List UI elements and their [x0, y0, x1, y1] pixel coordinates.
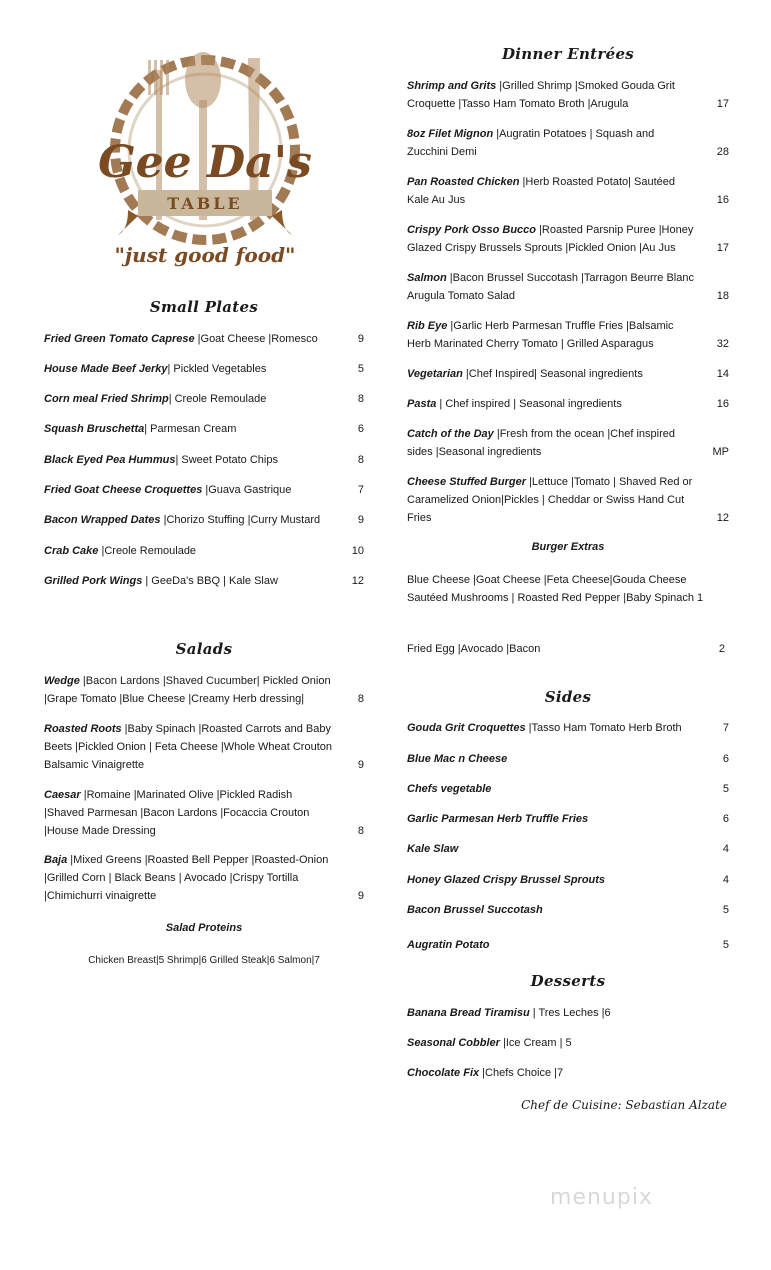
menu-item-price: 8	[357, 454, 364, 466]
menu-item	[407, 221, 729, 257]
menu-item-description: |Guava Gastrique	[202, 484, 292, 496]
menu-item-description: | Sweet Potato Chips	[175, 454, 278, 466]
menu-item-price: 5	[722, 939, 729, 951]
menu-item-price: 9	[357, 333, 364, 345]
menu-item	[407, 395, 729, 413]
menu-item	[44, 451, 364, 469]
menu-item-description: |Lettuce |Tomato | Shaved Red or Caramelized Onion|Pickles | Cheddar or Swiss Hand Cut Fries	[407, 476, 693, 524]
menu-item	[407, 77, 729, 113]
menu-item	[44, 481, 364, 499]
menu-item-price: 4	[722, 874, 729, 886]
menu-item-description: |Augratin Potatoes | Squash and Zucchini Demi	[407, 128, 655, 158]
menu-item-name: Cheese Stuffed Burger	[407, 476, 526, 488]
menu-item-description: |Ice Cream | 5	[499, 1037, 572, 1049]
menu-item-description: |Baby Spinach |Roasted Carrots and Baby Beets |Pickled Onion | Feta Cheese |Whole Wheat Crouton Balsamic Vinaigrette	[44, 723, 332, 771]
menu-item-description: | Tres Leches |6	[529, 1007, 611, 1019]
menu-item-name: Caesar	[44, 789, 81, 801]
menu-item	[407, 473, 729, 527]
menu-item-name: House Made Beef Jerky	[44, 363, 168, 375]
menu-item-description: |Mixed Greens |Roasted Bell Pepper |Roasted-Onion |Grilled Corn | Black Beans | Avocado |Crispy Tortilla |Chimichurri vinaigrette	[44, 854, 329, 902]
menu-item	[407, 269, 729, 305]
menu-item-name: Bacon Brussel Succotash	[407, 904, 543, 916]
menu-item-name: Crab Cake	[44, 545, 99, 557]
svg-text:Gee Da's: Gee Da's	[98, 137, 312, 188]
menu-item-price: 12	[351, 575, 364, 587]
menu-item-description: |Chef Inspired| Seasonal ingredients	[462, 368, 643, 380]
menu-item	[407, 1004, 729, 1022]
menu-item-price: 12	[716, 512, 729, 524]
menu-item-price: 6	[357, 423, 364, 435]
menu-item	[44, 672, 364, 708]
menu-item-name: Gouda Grit Croquettes	[407, 722, 526, 734]
menu-item-name: Augratin Potato	[407, 939, 490, 951]
menu-item-description: |Chefs Choice |7	[479, 1067, 564, 1079]
burger-extras-title: Burger Extras	[531, 541, 605, 553]
menu-item-price: 5	[357, 363, 364, 375]
menu-item	[407, 750, 729, 768]
menu-item-price: 14	[716, 368, 729, 380]
menu-item-description: |Roasted Parsnip Puree |Honey Glazed Crispy Brussels Sprouts |Pickled Onion |Au Jus	[407, 224, 694, 254]
menu-item-name: Kale Slaw	[407, 843, 459, 855]
menu-item	[44, 851, 364, 905]
menu-item-price: 16	[716, 194, 729, 206]
menu-item-description: |Herb Roasted Potato| Sautéed Kale Au Jus	[407, 176, 676, 206]
burger-extras-cheeses: Blue Cheese |Goat Cheese |Feta Cheese|Gouda Cheese Sautéed Mushrooms | Roasted Red Pepper |Baby Spinach 1	[407, 574, 704, 604]
menu-item-name: Baja	[44, 854, 68, 866]
menu-item-name: Salmon	[407, 272, 447, 284]
menu-item	[44, 330, 364, 348]
menu-item-price: 7	[722, 722, 729, 734]
section-title-small-plates: Small Plates	[149, 298, 259, 316]
menu-item	[407, 173, 729, 209]
menu-item-name: Catch of the Day	[407, 428, 494, 440]
menu-item-name: Blue Mac n Cheese	[407, 753, 508, 765]
menu-item-description: |Fresh from the ocean |Chef inspired sides |Seasonal ingredients	[407, 428, 675, 458]
menu-item-name: Corn meal Fried Shrimp	[44, 393, 169, 405]
menu-item-price: 28	[716, 146, 729, 158]
menu-item-price: 5	[722, 904, 729, 916]
burger-extras-toppings	[407, 640, 729, 658]
menu-item	[407, 936, 729, 954]
menu-item-name: 8oz Filet Mignon	[407, 128, 494, 140]
menu-item	[44, 786, 364, 840]
menu-item-price: 5	[722, 783, 729, 795]
menu-item-name: Bacon Wrapped Dates	[44, 514, 161, 526]
salad-proteins-title: Salad Proteins	[165, 922, 243, 934]
menu-item-price: 17	[716, 242, 729, 254]
menu-item-name: Grilled Pork Wings	[44, 575, 143, 587]
menu-item-name: Shrimp and Grits	[407, 80, 497, 92]
svg-text:TABLE: TABLE	[167, 194, 243, 213]
menu-item-name: Banana Bread Tiramisu	[407, 1007, 530, 1019]
menu-item-name: Chocolate Fix	[407, 1067, 480, 1079]
menu-item	[44, 390, 364, 408]
menu-item-price: 16	[716, 398, 729, 410]
menu-item-name: Crispy Pork Osso Bucco	[407, 224, 536, 236]
menu-item-name: Garlic Parmesan Herb Truffle Fries	[407, 813, 589, 825]
menu-item-description: |Goat Cheese |Romesco	[194, 333, 318, 345]
chef-credit: Chef de Cuisine: Sebastian Alzate	[521, 1098, 727, 1112]
menu-item-name: Honey Glazed Crispy Brussel Sprouts	[407, 874, 606, 886]
section-title-dinner-entrees: Dinner Entrées	[501, 45, 635, 63]
menu-item-name: Rib Eye	[407, 320, 448, 332]
menu-item-name: Squash Bruschetta	[44, 423, 145, 435]
menu-item-description: |Creole Remoulade	[98, 545, 197, 557]
menu-item	[44, 360, 364, 378]
menu-item-price: 8	[357, 825, 364, 837]
menu-item	[407, 365, 729, 383]
menu-item-description: | Parmesan Cream	[144, 423, 237, 435]
menu-item	[407, 719, 729, 737]
menu-item-price: 4	[722, 843, 729, 855]
menu-item	[407, 810, 729, 828]
menu-item-description: |Bacon Brussel Succotash |Tarragon Beurre Blanc Arugula Tomato Salad	[407, 272, 694, 302]
menu-item	[44, 420, 364, 438]
menu-item	[44, 720, 364, 774]
menu-item-name: Roasted Roots	[44, 723, 122, 735]
menu-item-name: Fried Goat Cheese Croquettes	[44, 484, 203, 496]
menu-item-price: 6	[722, 813, 729, 825]
menu-item-description: |Grilled Shrimp |Smoked Gouda Grit Croquette |Tasso Ham Tomato Broth |Arugula	[407, 80, 675, 110]
menu-item	[407, 425, 729, 461]
menu-item-description: | Creole Remoulade	[168, 393, 267, 405]
menu-item	[407, 317, 729, 353]
menu-item-price: 9	[357, 890, 364, 902]
menu-item-name: Seasonal Cobbler	[407, 1037, 500, 1049]
section-title-desserts: Desserts	[530, 972, 606, 990]
menu-item-name: Vegetarian	[407, 368, 463, 380]
menu-item	[44, 511, 364, 529]
menu-item-price: 8	[357, 693, 364, 705]
section-title-sides: Sides	[544, 688, 592, 706]
menu-item	[407, 871, 729, 889]
menu-item-price: 6	[722, 753, 729, 765]
menu-item-name: Wedge	[44, 675, 80, 687]
menu-item-description: | GeeDa's BBQ | Kale Slaw	[142, 575, 278, 587]
menu-item-price: 9	[357, 514, 364, 526]
menu-item-price: 32	[716, 338, 729, 350]
menu-item-description: |Romaine |Marinated Olive |Pickled Radish |Shaved Parmesan |Bacon Lardons |Focaccia Crouton |House Made Dressing	[44, 789, 310, 837]
menu-item-price: 8	[357, 393, 364, 405]
menu-item-name: Fried Green Tomato Caprese	[44, 333, 195, 345]
menu-item-description: | Chef inspired | Seasonal ingredients	[436, 398, 622, 410]
menu-item-name: Chefs vegetable	[407, 783, 492, 795]
watermark: menupix	[550, 1185, 653, 1210]
menu-item-price: MP	[712, 446, 729, 458]
menu-item-name: Pan Roasted Chicken	[407, 176, 520, 188]
burger-extras-toppings-price: 2	[718, 643, 725, 655]
menu-item-price: 10	[351, 545, 364, 557]
menu-item	[407, 901, 729, 919]
menu-item-description: |Tasso Ham Tomato Herb Broth	[525, 722, 682, 734]
menu-item	[407, 840, 729, 858]
salad-proteins-list: Chicken Breast|5 Shrimp|6 Grilled Steak|6 Salmon|7	[88, 955, 320, 966]
menu-item-description: |Bacon Lardons |Shaved Cucumber| Pickled Onion |Grape Tomato |Blue Cheese |Creamy Herb dressing|	[44, 675, 331, 705]
menu-item	[44, 542, 364, 560]
menu-item	[407, 1064, 729, 1082]
menu-item-price: 18	[716, 290, 729, 302]
restaurant-logo	[98, 40, 312, 290]
menu-item-name: Black Eyed Pea Hummus	[44, 454, 176, 466]
section-title-salads: Salads	[175, 640, 233, 658]
menu-item-description: |Garlic Herb Parmesan Truffle Fries |Balsamic Herb Marinated Cherry Tomato | Grilled Asparagus	[407, 320, 674, 350]
menu-item-name: Pasta	[407, 398, 437, 410]
menu-item-description: |Chorizo Stuffing |Curry Mustard	[160, 514, 321, 526]
burger-extras-toppings-text: Fried Egg |Avocado |Bacon	[407, 643, 541, 655]
menu-item	[407, 1034, 729, 1052]
menu-item	[407, 780, 729, 798]
menu-item	[407, 125, 729, 161]
menu-item-price: 9	[357, 759, 364, 771]
menu-item	[44, 572, 364, 590]
menu-item-price: 17	[716, 98, 729, 110]
menu-item-price: 7	[357, 484, 364, 496]
menu-item-description: | Pickled Vegetables	[167, 363, 267, 375]
svg-text:"just good food": "just good food"	[114, 243, 296, 267]
